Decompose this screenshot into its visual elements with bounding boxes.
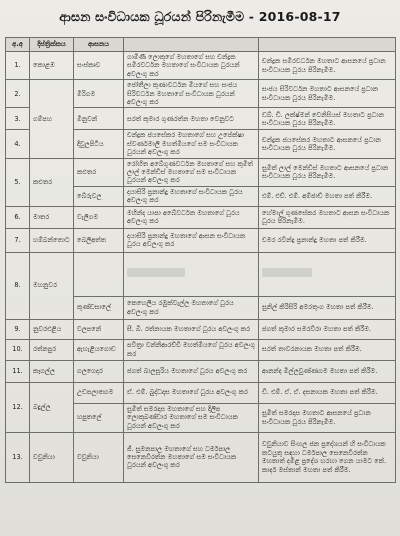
- new-cell: සරත් තාවරනායක මහතා පත් කිරීම.: [259, 339, 396, 360]
- row-number: 9.: [6, 319, 30, 339]
- previous-cell: දයාසිරි ප්‍රනාන්දු මහතාගේ සංවිධායක ධූරය අවලංගු කර: [124, 186, 259, 206]
- new-cell: සුමිත් සමරදාස මහතාට ආසනයේ ප්‍රධාන සංවිධායක ධූරය පිරිනැමීම.: [259, 403, 396, 432]
- header-district: දිස්ත්‍රික්කය: [30, 38, 74, 52]
- seat-cell: වලපනේ: [74, 319, 124, 339]
- header-no: අ.අ: [6, 38, 30, 52]
- new-cell: හේමාල් ගුණසේකර මහතාට ආසන සංවිධායක ධූරය පිරිනැමීම.: [259, 206, 396, 228]
- header-seat: ආසනය: [74, 38, 124, 52]
- new-cell: චන්ද්‍රක සමීරවර්ධන මහතාට ආසනයේ ප්‍රධාන සංවිධායක ධූරය පිරිනැමීම.: [259, 52, 396, 80]
- row-number: 7.: [6, 228, 30, 252]
- seat-cell: මීරිගම: [74, 80, 124, 108]
- seat-cell: ඇහැළියගොඩ: [74, 339, 124, 360]
- seat-cell: මිනුවන්: [74, 108, 124, 130]
- new-cell: ඩබ්. ඩී. ලක්ෂ්මන් වෙනිසියස් මහතාට ප්‍රධාන සංවිධායක ධූරය පිරිනැමීම.: [259, 108, 396, 130]
- row-number: 13.: [6, 432, 30, 482]
- new-cell: එම්. එච්. එම්. අම්ජාඩ් මහතා පත් කිරීම.: [259, 186, 396, 206]
- table-row: [6, 158, 396, 186]
- new-cell: ඩී. එම්. ඒ. ඒ. දසනායක මහතා පත් කිරීම.: [259, 382, 396, 403]
- redaction-blur: [262, 268, 312, 277]
- table-row: [6, 228, 396, 252]
- appointments-table: [5, 37, 396, 483]
- previous-cell: මහින්ද යාපා අබේවර්ධන මහතාගේ ධූරය අවලංගු කර: [124, 206, 259, 228]
- district-cell: කළුතර: [30, 158, 74, 206]
- row-number: 6.: [6, 206, 30, 228]
- previous-cell: ජෝතීලා කුණාවර්ධන මියගේ සහ සංජය සිරිවර්ධන මහතාගේ සංවිධායක ධූරයන් අවලංගු කර: [124, 80, 259, 108]
- table-row: [6, 360, 396, 382]
- header-row: [6, 38, 396, 52]
- new-cell: චන්ද්‍රක ජයසේකර මහතාට ආසනයේ ප්‍රධාන සංවිධායක ධූරය පිරිනැමීම.: [259, 130, 396, 158]
- row-number: 1.: [6, 52, 30, 80]
- table-row: [6, 432, 396, 482]
- previous-cell: සී. බී. රත්නායක මහතාගේ ධූරය අවලංගු කර: [124, 319, 259, 339]
- table-row: [6, 339, 396, 360]
- previous-cell: කෙහෙලිය රඹුක්වැල්ල මහතාගේ ධූරය අවලංගු කර: [124, 296, 259, 319]
- district-cell: වවුනියා: [30, 432, 74, 482]
- previous-cell: චන්ද්‍රක ජයසේකර මහතාගේ සහ උපේක්ෂා ස්වර්ණමාලි මහත්මියගේ සම සංවිධායක ධූරයන් අවලංගු කර: [124, 130, 259, 158]
- district-cell: ගම්පහ: [30, 80, 74, 158]
- row-number: 12.: [6, 382, 30, 432]
- previous-cell: දයාසිරි ප්‍රනාන්දු මහතාගේ ආසන සංවිධායක ධූරය අවලංගු කර: [124, 228, 259, 252]
- previous-cell: ජගත් බාලසූරිය මහතාගේ ධූරය අවලංගු කර: [124, 360, 259, 382]
- new-cell: සුනිල් කිරිසිරි අමරතුංග මහතා පත් කිරීම.: [259, 296, 396, 319]
- district-cell: බදුල්ල: [30, 382, 74, 432]
- seat-cell: බේරුවල: [74, 186, 124, 206]
- district-cell: කෑගල්ල: [30, 360, 74, 382]
- previous-cell: ජී. සුමනපාල මහතාගේ සහ ධර්මපාල සෙනෙවිරත්න මහතාගේ සම සංවිධායක ධූරයන් අවලංගු කර: [124, 432, 259, 482]
- table-row: [6, 382, 396, 403]
- seat-cell: කුණ්ඩසාලේ: [74, 296, 124, 319]
- seat-cell: [74, 252, 124, 296]
- row-number: 11.: [6, 360, 30, 382]
- previous-cell: සුමිත් සමරදාස මහතාගේ සහ දිලිප ලොකුබණ්ඩාර මහතාගේ සම සංවිධායක ධූරයන් අවලංගු කර: [124, 403, 259, 432]
- new-cell: වවුනියාව සිංහල ජන ප්‍රදේශයන් හි සංවිධායක කටයුතු සඳහා ධර්මපාල සෙනෙවිරත්න මහතාත් දමිළ ප්‍රදේශ හරහා ගෙන යාමට කේ. කාදර් මස්තාන් මහතා පත් කිරීම.: [259, 432, 396, 482]
- seat-cell: උඩපලාතගම: [74, 382, 124, 403]
- table-row: [6, 52, 396, 80]
- table-row: [6, 319, 396, 339]
- previous-cell: රෝහිත අබේගුණවර්ධන මහතාගේ සහ කුමිත් ලාල් මෙන්ඩිස් මහතාගේ සම සංවිධායක ධූරයන් අවලංගු කර: [124, 158, 259, 186]
- table-row: [6, 252, 396, 296]
- redaction-blur: [127, 268, 185, 277]
- header-previous: [124, 38, 259, 52]
- previous-cell: ඒ. එම්. බුද්ධදාස මහතාගේ ධූරය අවලංගු කර: [124, 382, 259, 403]
- seat-cell: වැලිගම: [74, 206, 124, 228]
- new-cell: ජගත් කුමාර සමරවීරා මහතා පත් කිරීම.: [259, 319, 396, 339]
- row-number: 3.: [6, 108, 30, 130]
- row-number: 5.: [6, 158, 30, 206]
- district-cell: මහනුවර: [30, 252, 74, 319]
- seat-cell: වවුනියා: [74, 432, 124, 482]
- header-new: [259, 38, 396, 52]
- district-cell: නුවරඑළිය: [30, 319, 74, 339]
- row-number: 10.: [6, 339, 30, 360]
- row-number: 4.: [6, 130, 30, 158]
- district-cell: කොළඹ: [30, 52, 74, 80]
- new-cell: සංජය සිරිවර්ධන මහතාට ආසනයේ ප්‍රධාන සංවිධායක ධූරය පිරිනැමීම.: [259, 80, 396, 108]
- district-cell: මාතර: [30, 206, 74, 228]
- seat-cell: බෙලිඅත්ත: [74, 228, 124, 252]
- table-row: [6, 206, 396, 228]
- previous-cell-redacted: [124, 252, 259, 296]
- new-cell: ආනන්ද මිල්ලවුණ්ණගම මහතා පත් කිරීම.: [259, 360, 396, 382]
- page-title: ආසන සංවිධායක ධූරයන් පිරිනැමීම - 2016-08-17: [59, 9, 341, 24]
- previous-cell: පවිත්‍රා වන්නිආරච්චි මහත්මියගේ ධූරය අවලංගු කර: [124, 339, 259, 360]
- seat-cell: හපුතලේ: [74, 403, 124, 432]
- seat-cell: සංස්කෘව: [74, 52, 124, 80]
- row-number: 2.: [6, 80, 30, 108]
- row-number: 8.: [6, 252, 30, 319]
- seat-cell: ගලගෙදර: [74, 360, 124, 382]
- new-cell: චමර රවීන්ද්‍ර ප්‍රනාන්දු මහතා පත් කිරීම.: [259, 228, 396, 252]
- table-row: [6, 80, 396, 108]
- previous-cell: ගාමිණී ලොකුගේ මහතාගේ සහ චන්ද්‍රක සමීරවර්ධන මහතාගේ සංවිධායක ධූරයන් අවලංගු කර: [124, 52, 259, 80]
- previous-cell: සරත් කුමාර ගුණරත්න මහතා වෙනුවට: [124, 108, 259, 130]
- district-cell: රත්නපුර: [30, 339, 74, 360]
- district-cell: හම්බන්තොට: [30, 228, 74, 252]
- seat-cell: දිවුලපිටිය: [74, 130, 124, 158]
- new-cell: සුමිත් ලාල් මෙන්ඩිස් මහතාට ආසනයේ ප්‍රධාන සංවිධායක ධූරය පිරිනැමීම.: [259, 158, 396, 186]
- seat-cell: කළුතර: [74, 158, 124, 186]
- new-cell-redacted: [259, 252, 396, 296]
